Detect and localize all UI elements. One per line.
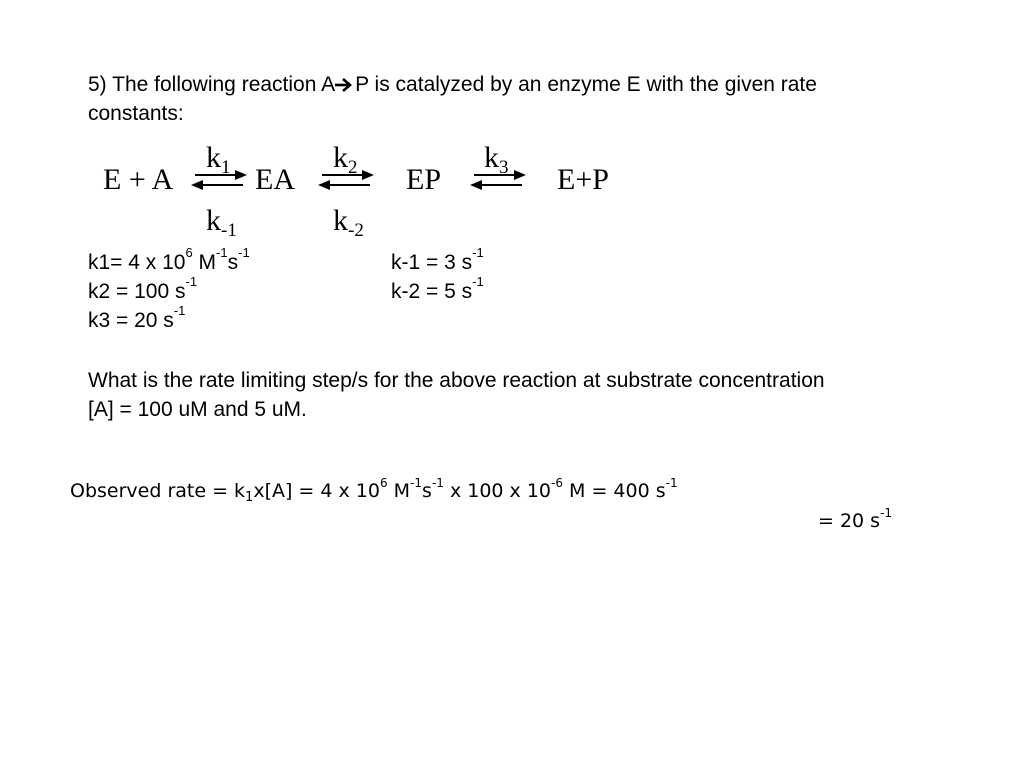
observed-rate-line: Observed rate = $k_1x[A] = 4$ x $10^6$ $M^{-1}s^{-1}$ x 100 x $10^{-6}$ M = 400 $s^{-1}$ (70, 476, 678, 505)
constant-k-minus-2: k-2 = 5 $s^{-1}$ (391, 274, 484, 303)
question-line-1: 5) The following reaction A P is catalyzed by an enzyme E with the given rate (88, 73, 817, 96)
species-ep: EP (406, 163, 442, 196)
constant-k2: k2 = 100 $s^{-1}$ (88, 274, 198, 303)
equilibrium-arrow-icon (316, 167, 376, 193)
constant-k-minus-1: k-1 = 3 $s^{-1}$ (391, 245, 484, 274)
rate-label-k2: $k_2$ (333, 141, 358, 178)
species-e-plus-a: E + A (103, 163, 174, 196)
right-arrow-icon (335, 78, 355, 92)
constant-k3: k3 = 20 $s^{-1}$ (88, 303, 186, 332)
species-e-plus-p: E+P (557, 163, 609, 196)
rate-label-k-minus-2: $k_{-2}$ (333, 204, 364, 241)
species-ea: EA (255, 163, 295, 196)
equilibrium-arrow-icon (468, 167, 528, 193)
rate-label-k-minus-1: $k_{-1}$ (206, 204, 237, 241)
rate-label-k3: $k_3$ (484, 141, 509, 178)
constant-k1: k1= 4 x $10^6$ $M^{-1}s^{-1}$ (88, 245, 250, 274)
rate-label-k1: $k_1$ (206, 141, 231, 178)
question-line-2: constants: (88, 102, 184, 125)
observed-rate-result: = 20 $s^{-1}$ (818, 506, 893, 532)
prompt-line-2: [A] = 100 uM and 5 uM. (88, 398, 307, 421)
prompt-line-1: What is the rate limiting step/s for the above reaction at substrate concentration (88, 369, 825, 392)
equilibrium-arrow-icon (189, 167, 249, 193)
